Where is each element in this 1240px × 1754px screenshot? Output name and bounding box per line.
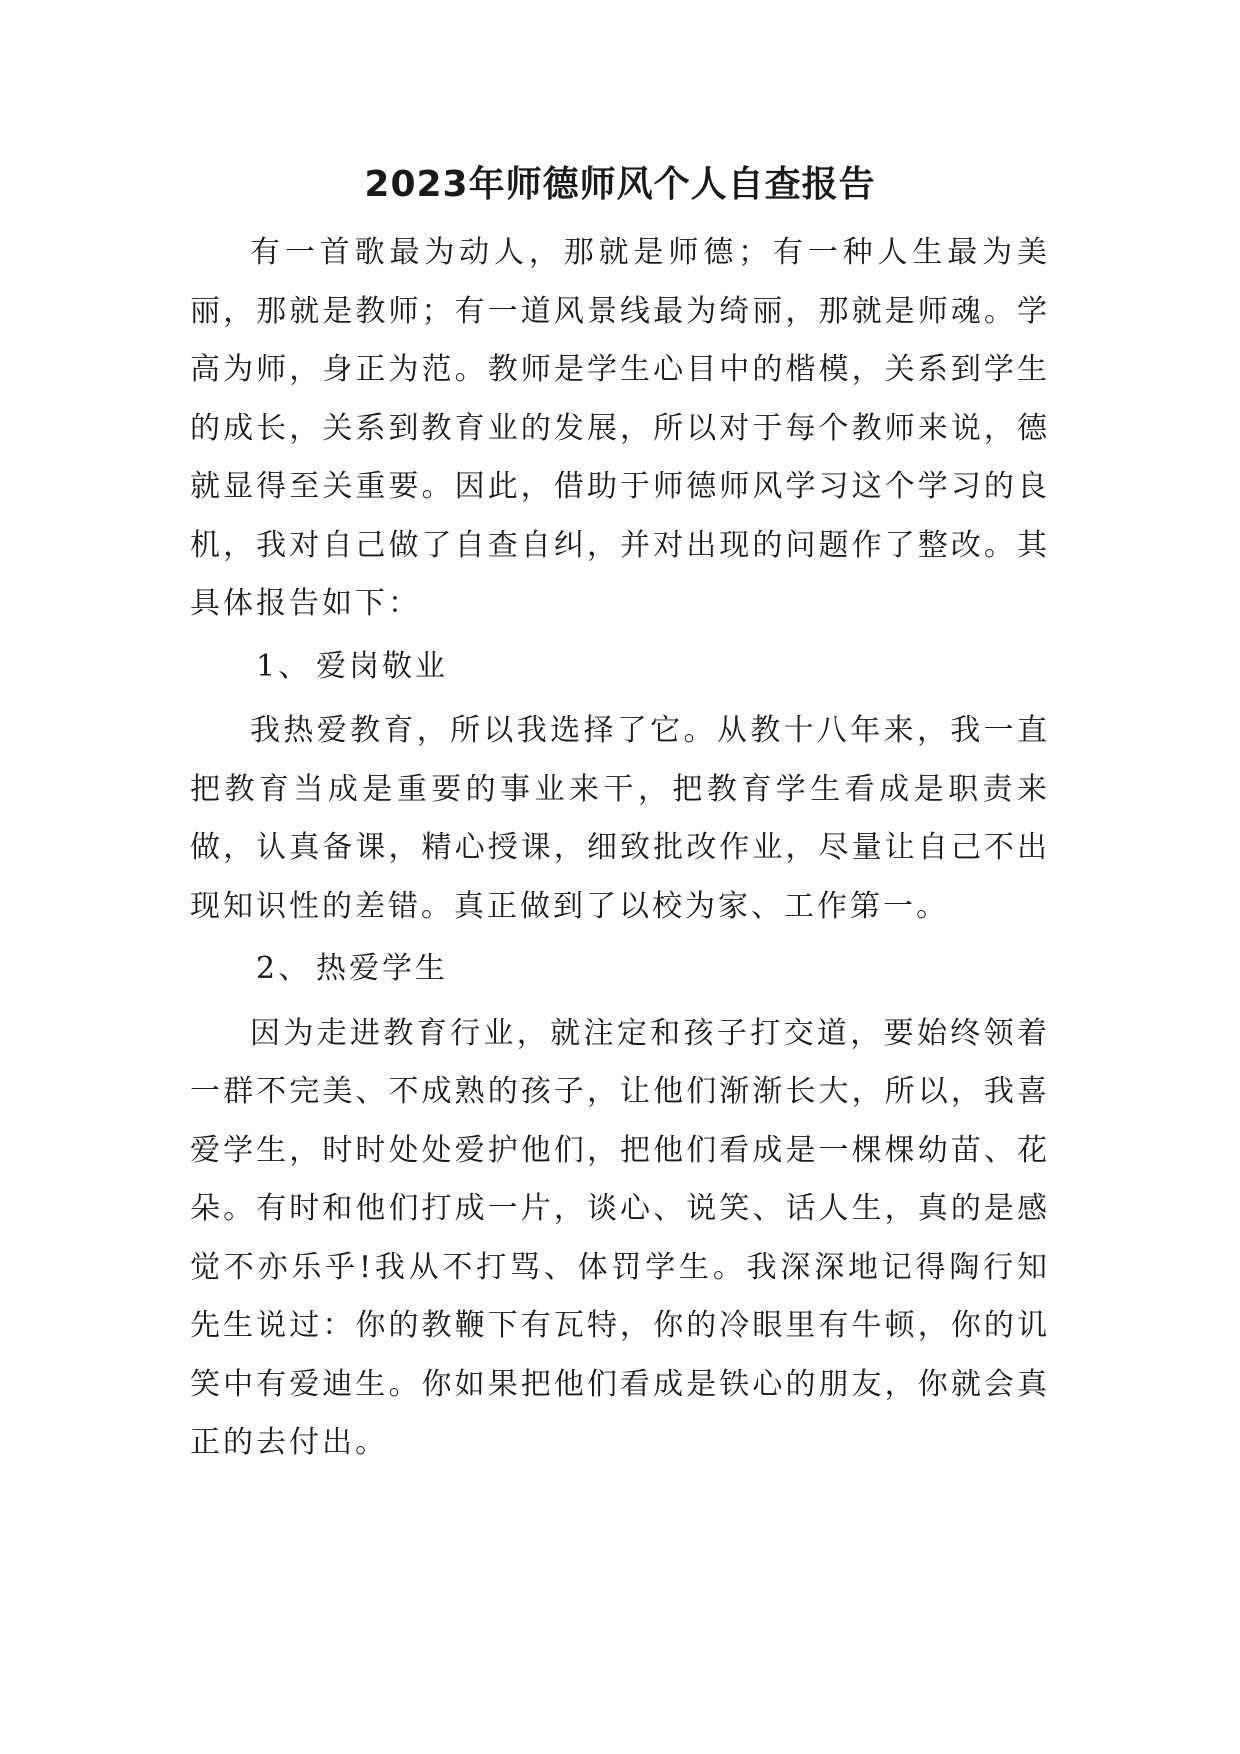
document-title: 2023年师德师风个人自查报告 (364, 164, 876, 205)
section-heading-text: 爱岗敬业 (316, 648, 448, 684)
section-heading-1 (190, 638, 1050, 697)
section-heading-2 (190, 940, 1050, 999)
section-heading-text: 热爱学生 (316, 951, 448, 986)
document-page (190, 160, 1050, 1473)
section-body-2: 因为走进教育行业，就注定和孩子打交道，要始终领着一群不完美、不成熟的孩子，让他们渐渐长大，所以，我喜爱学生，时时处处爱护他们，把他们看成是一棵棵幼苗、花朵。有时和他们打成一片，谈心、说笑、话人生，真的是感觉不亦乐乎!我从不打骂、体罚学生。我深深地记得陶行知先生说过：你的教鞭下有瓦特，你的冷眼里有牛顿，你的讥笑中有爱迪生。你如果把他们看成是铁心的朋友，你就会真正的去付出。 (190, 1015, 1050, 1460)
section-number: 2、 (256, 951, 312, 986)
section-body-1: 我热爱教育，所以我选择了它。从教十八年来，我一直把教育当成是重要的事业来干，把教育学生看成是职责来做，认真备课，精心授课，细致批改作业，尽量让自己不出现知识性的差错。真正做到了以校为家、工作第一。 (190, 713, 1050, 924)
intro-paragraph: 有一首歌最为动人，那就是师德；有一种人生最为美丽，那就是教师；有一道风景线最为绮丽，那就是师魂。学高为师，身正为范。教师是学生心目中的楷模，关系到学生的成长，关系到教育业的发展，所以对于每个教师来说，德就显得至关重要。因此，借助于师德师风学习这个学习的良机，我对自己做了自查自纠，并对出现的问题作了整改。其具体报告如下： (190, 235, 1050, 621)
section-number: 1、 (256, 648, 312, 684)
